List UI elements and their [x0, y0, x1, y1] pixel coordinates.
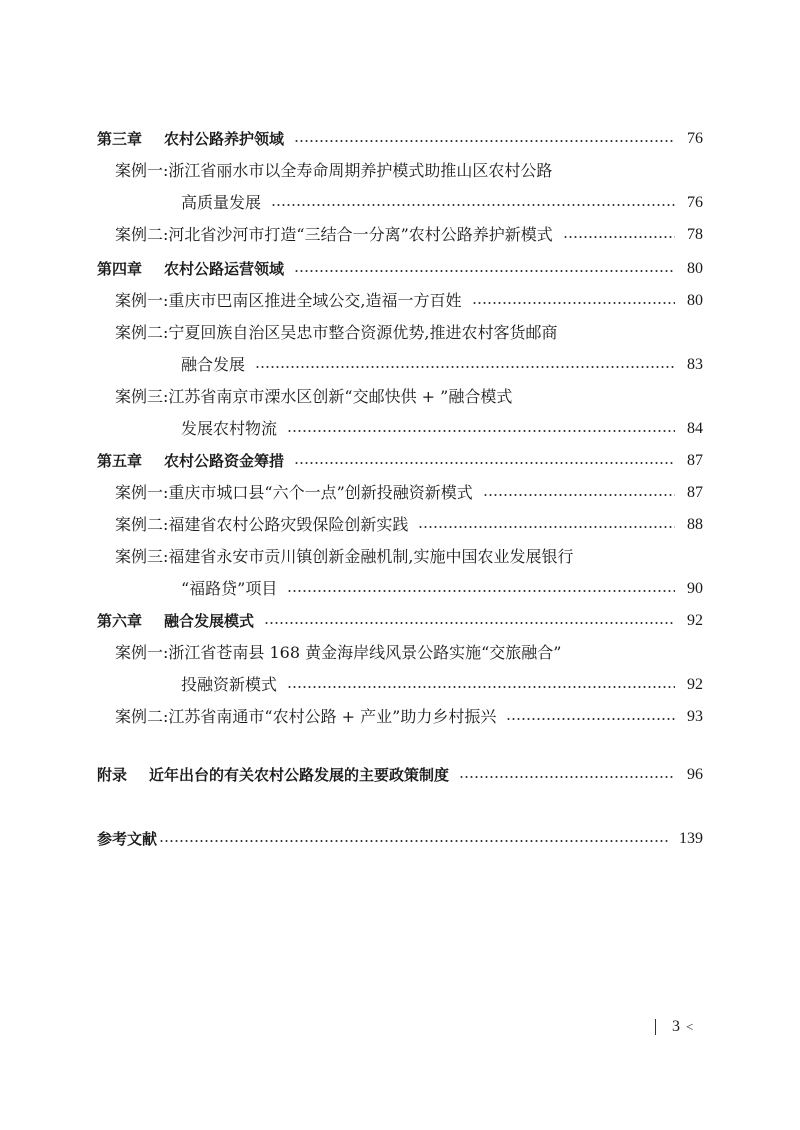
dot-leader: [159, 840, 669, 842]
dot-leader: [287, 590, 675, 592]
toc-case-row[interactable]: [97, 382, 703, 412]
footer-divider: [655, 1019, 656, 1035]
toc-entry-title: 宁夏回族自治区吴忠市整合资源优势,推进农村客货邮商: [168, 323, 558, 342]
toc-case-row[interactable]: [97, 542, 703, 572]
dot-leader: [418, 526, 675, 528]
case-label: 案例三:: [115, 547, 169, 566]
dot-leader: [294, 140, 675, 142]
case-label: 案例一:: [115, 291, 169, 310]
toc-case-row[interactable]: [97, 286, 703, 316]
toc-case-row[interactable]: [97, 702, 703, 732]
toc-entry-title: 投融资新模式: [181, 675, 278, 694]
dot-leader: [255, 366, 675, 368]
case-label: 案例二:: [115, 515, 169, 534]
chapter-number: 第六章: [97, 612, 143, 630]
toc-entry-title: “福路贷”项目: [181, 579, 278, 598]
chapter-number: 第三章: [97, 130, 143, 148]
toc-page-number: 80: [687, 260, 703, 277]
toc-chapter-row[interactable]: [97, 606, 703, 636]
toc-chapter-row[interactable]: [97, 760, 703, 790]
dot-leader: [472, 302, 676, 304]
dot-leader: [459, 776, 675, 778]
toc-page-number: 92: [687, 676, 703, 693]
dot-leader: [294, 270, 675, 272]
toc-entry-title: 福建省农村公路灾毁保险创新实践: [168, 515, 409, 534]
toc-page-number: 90: [687, 580, 703, 597]
chapter-number: 附录: [97, 766, 128, 784]
toc-entry-title: 河北省沙河市打造“三结合一分离”农村公路养护新模式: [168, 225, 553, 244]
toc-chapter-row[interactable]: [97, 254, 703, 284]
toc-chapter-row[interactable]: [97, 446, 703, 476]
dot-leader: [264, 622, 675, 624]
toc-entry-title: 浙江省苍南县 168 黄金海岸线风景公路实施“交旅融合”: [168, 643, 562, 662]
toc-entry-title: 融合发展: [181, 355, 246, 374]
toc-page-number: 76: [687, 130, 703, 147]
toc-case-row[interactable]: [97, 414, 703, 444]
dot-leader: [287, 430, 675, 432]
toc-case-row[interactable]: [97, 510, 703, 540]
toc-entry-title: 浙江省丽水市以全寿命周期养护模式助推山区农村公路: [168, 161, 553, 180]
toc-page-number: 78: [687, 226, 703, 243]
toc-page-number: 80: [687, 292, 703, 309]
toc-case-row[interactable]: [97, 156, 703, 186]
page-footer: [655, 1018, 693, 1036]
dot-leader: [287, 686, 675, 688]
chevron-left-icon: <: [686, 1019, 694, 1034]
toc-entry-title: 高质量发展: [181, 193, 262, 212]
toc-case-row[interactable]: [97, 318, 703, 348]
case-label: 案例一:: [115, 161, 169, 180]
toc-page-number: 93: [687, 708, 703, 725]
toc-page-number: 88: [687, 516, 703, 533]
dot-leader: [483, 494, 675, 496]
toc-page-number: 76: [687, 194, 703, 211]
toc-page-number: 96: [687, 766, 703, 783]
dot-leader: [271, 204, 675, 206]
toc-entry-title: 近年出台的有关农村公路发展的主要政策制度: [149, 766, 450, 784]
toc-case-row[interactable]: [97, 638, 703, 668]
dot-leader: [563, 236, 675, 238]
case-label: 案例一:: [115, 643, 169, 662]
toc-entry-title: 农村公路运营领域: [164, 260, 285, 278]
toc-case-row[interactable]: [97, 670, 703, 700]
chapter-number: 第四章: [97, 260, 143, 278]
toc-page-number: 87: [687, 484, 703, 501]
dot-leader: [294, 462, 675, 464]
toc-case-row[interactable]: [97, 350, 703, 380]
toc-chapter-row[interactable]: [97, 824, 703, 854]
toc-page-number: 139: [679, 830, 703, 847]
case-label: 案例二:: [115, 323, 169, 342]
toc-case-row[interactable]: [97, 574, 703, 604]
toc-entry-title: 参考文献: [97, 830, 158, 848]
toc-entry-title: 重庆市巴南区推进全域公交,造福一方百姓: [168, 291, 462, 310]
case-label: 案例二:: [115, 225, 169, 244]
toc-page-number: 83: [687, 356, 703, 373]
toc-entry-title: 发展农村物流: [181, 419, 278, 438]
toc-page-number: 92: [687, 612, 703, 629]
toc-entry-title: 农村公路养护领域: [164, 130, 285, 148]
toc-entry-title: 农村公路资金筹措: [164, 452, 285, 470]
toc-entry-title: 福建省永安市贡川镇创新金融机制,实施中国农业发展银行: [168, 547, 574, 566]
case-label: 案例一:: [115, 483, 169, 502]
chapter-number: 第五章: [97, 452, 143, 470]
toc-entry-title: 江苏省南通市“农村公路 + 产业”助力乡村振兴: [168, 707, 497, 726]
toc-chapter-row[interactable]: [97, 124, 703, 154]
toc-page-number: 84: [687, 420, 703, 437]
dot-leader: [506, 718, 675, 720]
toc-case-row[interactable]: [97, 220, 703, 250]
toc-entry-title: 重庆市城口县“六个一点”创新投融资新模式: [168, 483, 473, 502]
toc-entry-title: 江苏省南京市溧水区创新“交邮快供 + ”融合模式: [168, 387, 513, 406]
case-label: 案例三:: [115, 387, 169, 406]
toc-case-row[interactable]: [97, 478, 703, 508]
case-label: 案例二:: [115, 707, 169, 726]
page-number: 3: [672, 1018, 680, 1035]
toc-entry-title: 融合发展模式: [164, 612, 255, 630]
toc-case-row[interactable]: [97, 188, 703, 218]
toc-page-number: 87: [687, 452, 703, 469]
